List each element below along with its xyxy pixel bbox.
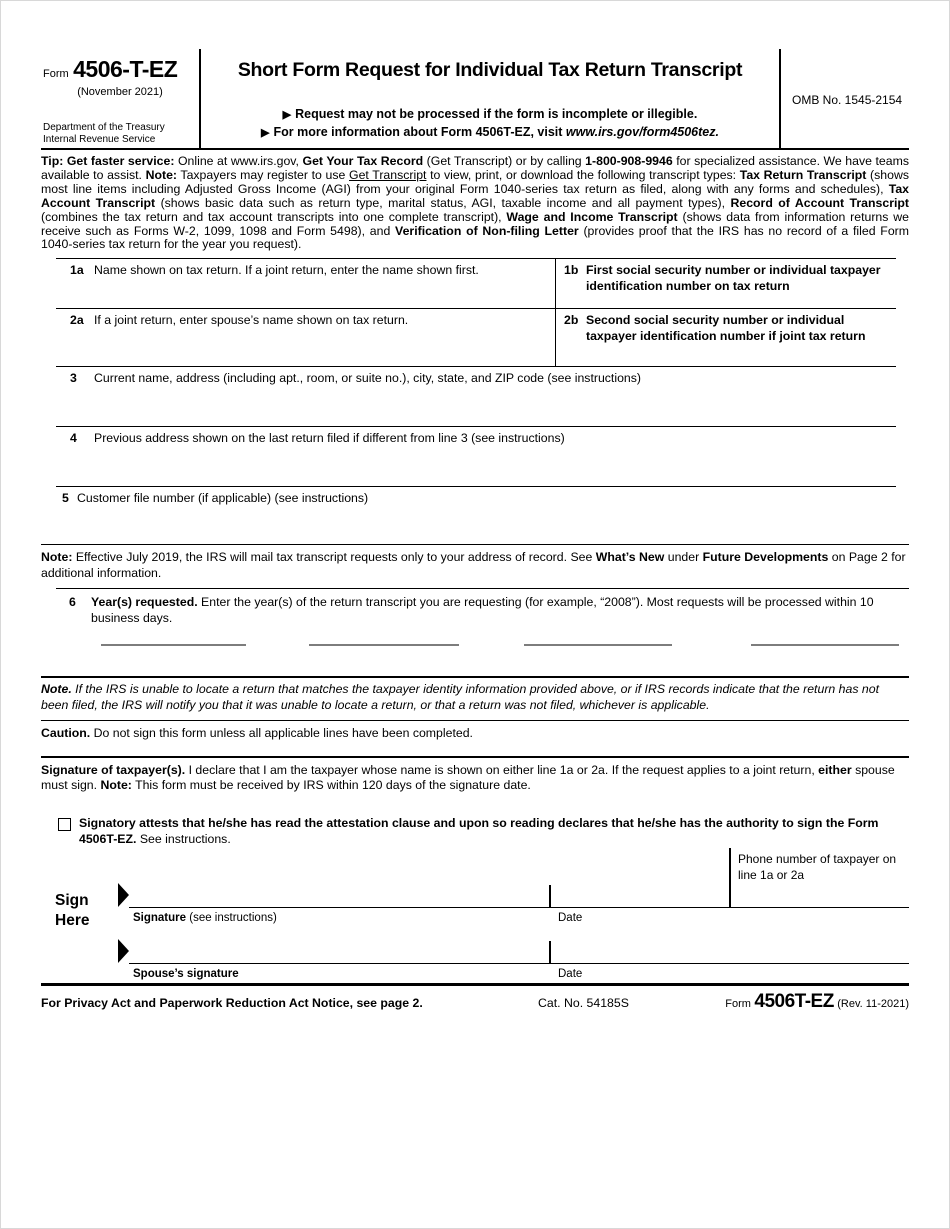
- bullet-2-text: For more information about Form 4506T-EZ, visit: [273, 125, 566, 140]
- footer-form-id: [725, 991, 909, 1013]
- sign-here-section: [41, 848, 909, 986]
- bullet-1-text: Request may not be processed if the form is incomplete or illegible.: [295, 106, 698, 121]
- line-number: 2b: [564, 313, 579, 328]
- field-4-label: Previous address shown on the last return filed if different from line 3 (see instructions): [94, 431, 565, 446]
- footer-revision: (Rev. 11-2021): [837, 998, 909, 1011]
- line-number: 5: [62, 491, 69, 506]
- form-footer: [41, 986, 909, 1013]
- privacy-act-notice: For Privacy Act and Paperwork Reduction Act Notice, see page 2.: [41, 996, 423, 1011]
- taxpayer-info-table: [56, 258, 896, 544]
- field-1a-name[interactable]: [56, 259, 556, 308]
- header-bullets: [205, 105, 775, 143]
- agency-line-2: Internal Revenue Service: [43, 133, 156, 145]
- sign-here-word-1: Sign: [55, 892, 89, 910]
- year-input-line-1[interactable]: [101, 644, 246, 646]
- note-address-of-record: Note: Effective July 2019, the IRS will mail tax transcript requests only to your address of record. See What’s New under Future Developments on Page 2 for additional information.: [41, 550, 906, 580]
- phone-column-divider: [729, 848, 731, 908]
- line-number: 3: [70, 371, 77, 386]
- form-identity-block: [41, 49, 199, 148]
- field-2a-spouse-name[interactable]: [56, 309, 556, 366]
- footer-form-word: Form: [725, 998, 751, 1011]
- table-row-4: [56, 426, 896, 486]
- line-number: 1b: [564, 263, 579, 278]
- form-number: 4506-T-EZ: [73, 56, 178, 82]
- form-header: [41, 49, 909, 150]
- sign-arrow-icon: [118, 883, 129, 907]
- year-input-line-3[interactable]: [524, 644, 672, 646]
- bullet-line-1: [205, 105, 775, 124]
- field-1b-label: First social security number or individual taxpayer identification number on tax return: [586, 263, 881, 293]
- catalog-number: Cat. No. 54185S: [538, 996, 629, 1011]
- line-number: 2a: [70, 313, 84, 328]
- bullet-line-2: [205, 123, 775, 142]
- field-1a-label: Name shown on tax return. If a joint return, enter the name shown first.: [94, 263, 479, 278]
- date-label: Date: [558, 912, 583, 925]
- phone-number-label: Phone number of taxpayer on line 1a or 2a: [738, 852, 897, 882]
- sign-here-label: [55, 891, 89, 931]
- tip-paragraph: Tip: Get faster service: Online at www.irs.gov, Get Your Tax Record (Get Transcript) or by calling 1-800-908-9946 for specialized assistance. We have teams available to assist. Note: Taxpayers may register to use Get Transcript to view, print, or download the following transcript types: Tax Return Transcript (shows most line items including Adjusted Gross Income (AGI) from your original Form 1040-series tax return as filed, along with any forms and schedules), Tax Account Transcript (shows basic data such as return type, marital status, AGI, taxable income and all payment types), Record of Account Transcript (combines the tax return and tax account transcripts into one complete transcript), Wage and Income Transcript (shows data from information returns we receive such as Forms W-2, 1099, 1098 and Form 5498), and Verification of Non-filing Letter (provides proof that the IRS has no record of a filed Form 1040-series tax return for the year you request).: [41, 154, 910, 252]
- form-content: [41, 49, 909, 1013]
- year-input-line-2[interactable]: [309, 644, 459, 646]
- signature-declaration: Signature of taxpayer(s). I declare that I am the taxpayer whose name is shown on either line 1a or 2a. If the request applies to a joint return, either spouse must sign. Note: This form must be received by IRS within 120 days of the signature date.: [41, 762, 895, 793]
- sign-arrow-icon: [118, 939, 129, 963]
- arrow-bullet-icon: ▶: [261, 127, 270, 140]
- field-1b-ssn[interactable]: [556, 259, 896, 308]
- year-fields: [41, 626, 909, 676]
- form-info-url: www.irs.gov/form4506tez.: [565, 125, 719, 140]
- line-6-text: Year(s) requested. Enter the year(s) of the return transcript you are requesting (for example, “2008”). Most requests will be processed within 10 business days.: [91, 594, 874, 625]
- form-revision-date: (November 2021): [77, 86, 163, 98]
- field-3-label: Current name, address (including apt., room, or suite no.), city, state, and ZIP code (see instructions): [94, 371, 642, 386]
- spouse-signature-label: Spouse’s signature: [133, 968, 239, 981]
- date-label: Date: [558, 968, 583, 981]
- note-unable-to-locate: Note. If the IRS is unable to locate a return that matches the taxpayer identity information provided above, or if IRS records indicate that the return has not been filed, the IRS will notify you that it was unable to locate a return, or that a return was not filed, whichever is applicable.: [41, 682, 880, 712]
- field-2b-label: Second social security number or individual taxpayer identification number if joint tax return: [586, 313, 866, 343]
- agency-block: [41, 122, 199, 148]
- omb-number: OMB No. 1545-2154: [792, 93, 903, 107]
- page-title: Short Form Request for Individual Tax Return Transcript: [237, 59, 743, 81]
- sign-here-word-2: Here: [55, 911, 90, 929]
- year-input-line-4[interactable]: [751, 644, 899, 646]
- field-3-current-address[interactable]: [56, 367, 896, 426]
- line-number: 4: [70, 431, 77, 446]
- signature-label: [133, 912, 277, 924]
- table-row-3: [56, 366, 896, 426]
- field-5-label: Customer file number (if applicable) (see instructions): [77, 491, 369, 506]
- field-2b-spouse-ssn[interactable]: [556, 309, 896, 366]
- attestation-checkbox[interactable]: [58, 818, 71, 831]
- attestation-text: Signatory attests that he/she has read the attestation clause and upon so reading declares that he/she has the authority to sign the Form 4506T-EZ. See instructions.: [79, 816, 879, 847]
- line-6-years-requested: [41, 589, 909, 626]
- signature-label-rest: (see instructions): [186, 912, 277, 925]
- form-title-block: [201, 49, 779, 148]
- taxpayer-signature-line[interactable]: [129, 907, 909, 908]
- spouse-signature-line[interactable]: [129, 963, 909, 964]
- attestation-row: [41, 816, 909, 848]
- table-row-5: [56, 486, 896, 544]
- form-word-label: Form: [43, 68, 69, 80]
- field-4-previous-address[interactable]: [56, 427, 896, 486]
- line-number: 1a: [70, 263, 84, 278]
- date-column-divider: [549, 941, 551, 963]
- table-row-1: [56, 258, 896, 308]
- table-row-2: [56, 308, 896, 366]
- line-number: 6: [69, 594, 76, 609]
- arrow-bullet-icon: ▶: [282, 108, 292, 121]
- field-2a-label: If a joint return, enter spouse’s name shown on tax return.: [94, 313, 409, 328]
- form-number-line: [41, 56, 199, 83]
- footer-form-number: 4506T-EZ: [754, 991, 834, 1013]
- caution-text: Caution. Do not sign this form unless all applicable lines have been completed.: [41, 726, 473, 741]
- field-5-customer-file-number[interactable]: [56, 487, 896, 544]
- agency-line-1: Department of the Treasury: [43, 122, 165, 133]
- signature-label-bold: Signature: [133, 912, 187, 925]
- date-column-divider: [549, 885, 551, 907]
